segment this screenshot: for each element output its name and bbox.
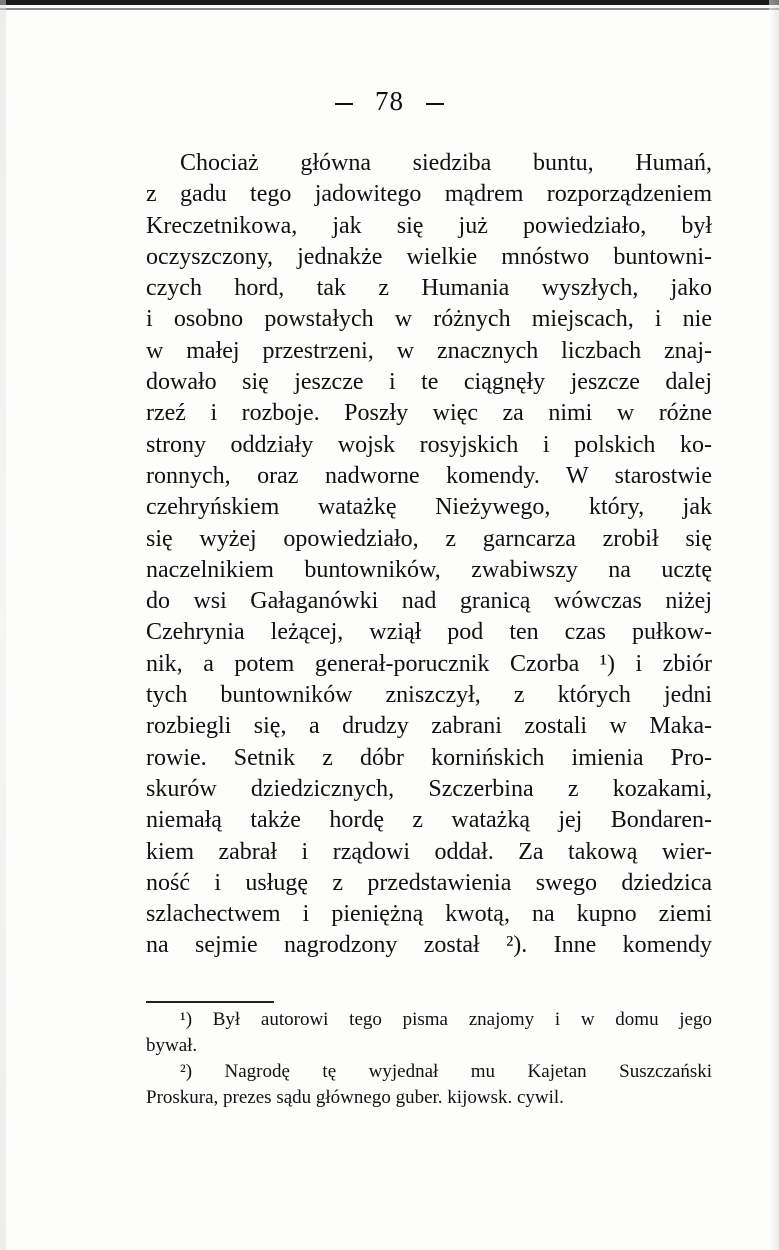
body-line: szlachectwem i pieniężną kwotą, na kupno ziemi bbox=[146, 901, 712, 928]
footnote-2-line: Proskura, prezes sądu głównego guber. kijowsk. cywil. bbox=[146, 1087, 564, 1108]
body-line: kiem zabrał i rządowi oddał. Za takową wier- bbox=[146, 838, 712, 865]
footnotes bbox=[146, 1007, 712, 1111]
body-line: do wsi Gałaganówki nad granicą wówczas niżej bbox=[146, 588, 712, 615]
body-line: naczelnikiem buntowników, zwabiwszy na ucztę bbox=[146, 556, 712, 583]
body-line: rozbiegli się, a drudzy zabrani zostali w Maka- bbox=[146, 713, 712, 740]
body-line: dowało się jeszcze i te ciągnęły jeszcze dalej bbox=[146, 369, 712, 396]
body-line: czych hord, tak z Humania wyszłych, jako bbox=[146, 275, 712, 302]
body-line: Chociaż główna siedziba buntu, Humań, bbox=[180, 150, 712, 176]
top-edge-rule-thin bbox=[0, 8, 779, 10]
body-line: się wyżej opowiedziało, z garncarza zrobił się bbox=[146, 525, 712, 552]
page-number-dash-left bbox=[335, 103, 353, 105]
footnote-1-line: bywał. bbox=[146, 1035, 198, 1056]
right-page-edge bbox=[769, 0, 779, 1250]
body-line: oczyszczony, jednakże wielkie mnóstwo buntowni- bbox=[146, 243, 712, 270]
page-number-header bbox=[0, 86, 779, 117]
body-line: ność i usługę z przedstawienia swego dziedzica bbox=[146, 869, 712, 896]
body-paragraph bbox=[146, 148, 712, 962]
body-line: na sejmie nagrodzony został ²). Inne komendy bbox=[146, 932, 712, 959]
body-line: nik, a potem generał-porucznik Czorba ¹) i zbiór bbox=[146, 650, 712, 677]
body-line: niemałą także hordę z watażką jej Bondaren- bbox=[146, 807, 712, 834]
left-page-edge bbox=[0, 0, 6, 1250]
body-line: w małej przestrzeni, w znacznych liczbach znaj- bbox=[146, 337, 712, 364]
body-line: strony oddziały wojsk rosyjskich i polskich ko- bbox=[146, 431, 712, 458]
body-line: rzeź i rozboje. Poszły więc za nimi w różne bbox=[146, 400, 712, 427]
body-line: tych buntowników zniszczył, z których jedni bbox=[146, 682, 712, 709]
body-line: skurów dziedzicznych, Szczerbina z kozakami, bbox=[146, 775, 712, 802]
body-line: Czehrynia leżącej, wziął pod ten czas pułkow- bbox=[146, 619, 712, 646]
footnote-separator bbox=[146, 1001, 274, 1003]
body-line: z gadu tego jadowitego mądrem rozporządzeniem bbox=[146, 181, 712, 208]
top-edge-rule bbox=[0, 0, 779, 5]
page-number: 78 bbox=[375, 86, 404, 116]
page-number-dash-right bbox=[426, 103, 444, 105]
body-line: ronnych, oraz nadworne komendy. W starostwie bbox=[146, 462, 712, 489]
body-line: czehryńskiem watażkę Nieżywego, który, jak bbox=[146, 494, 712, 521]
body-line: Kreczetnikowa, jak się już powiedziało, był bbox=[146, 212, 712, 239]
body-line: rowie. Setnik z dóbr kornińskich imienia Pro- bbox=[146, 744, 712, 771]
footnote-1-line: ¹) Był autorowi tego pisma znajomy i w domu jego bbox=[180, 1009, 712, 1030]
body-line: i osobno powstałych w różnych miejscach, i nie bbox=[146, 306, 712, 333]
footnote-2-line: ²) Nagrodę tę wyjednał mu Kajetan Suszczański bbox=[180, 1061, 712, 1082]
